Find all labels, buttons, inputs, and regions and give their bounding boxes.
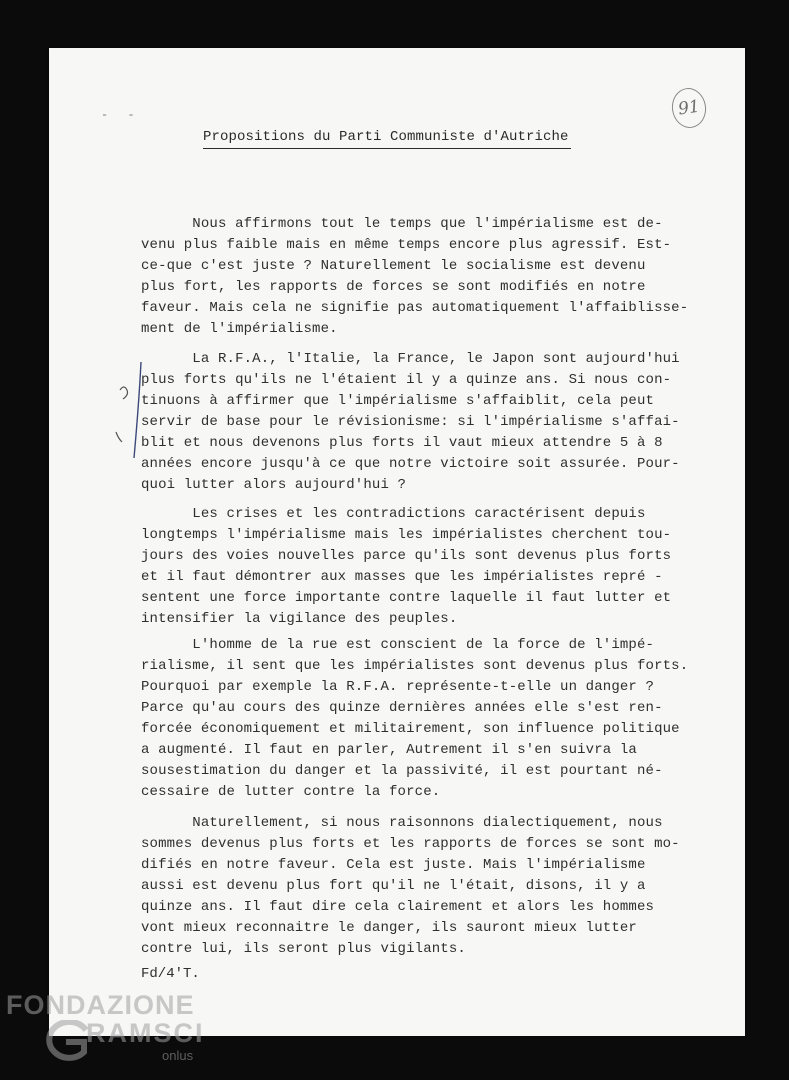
text-line: Pourquoi par exemple la R.F.A. représente-t-elle un danger ?: [141, 679, 655, 695]
text-line: quinze ans. Il faut dire cela clairement et alors les hommes: [141, 899, 655, 915]
page-title: Propositions du Parti Communiste d'Autriche: [203, 129, 571, 149]
signature-reference: Fd/4'T.: [141, 966, 200, 982]
paragraph-1: [141, 214, 711, 340]
page-number: 91: [676, 96, 702, 120]
text-line: longtemps l'impérialisme mais les impérialistes cherchent tou-: [141, 527, 672, 543]
text-line: forcée économiquement et militairement, son influence politique: [141, 721, 680, 737]
text-line: L'homme de la rue est conscient de la force de l'impé-: [141, 637, 655, 653]
text-line: La R.F.A., l'Italie, la France, le Japon sont aujourd'hui: [141, 351, 680, 367]
text-line: a augmenté. Il faut en parler, Autrement il s'en suivra la: [141, 742, 637, 758]
watermark-sub: onlus: [162, 1048, 194, 1063]
paragraph-3: [141, 504, 711, 630]
text-line: années encore jusqu'à ce que notre victoire soit assurée. Pour-: [141, 456, 680, 472]
margin-mark: - -: [101, 108, 141, 122]
text-line: tinuons à affirmer que l'impérialisme s'affaiblit, cela peut: [141, 393, 655, 409]
text-line: Les crises et les contradictions caractérisent depuis: [141, 506, 646, 522]
handwritten-margin-mark-icon: [108, 360, 144, 460]
text-line: plus fort, les rapports de forces se sont modifiés en notre: [141, 279, 646, 295]
text-line: blit et nous devenons plus forts il vaut mieux attendre 5 à 8: [141, 435, 663, 451]
text-line: Naturellement, si nous raisonnons dialectiquement, nous: [141, 815, 663, 831]
paragraph-4: [141, 635, 711, 803]
watermark-line1: FONDAZIONE: [6, 990, 195, 1020]
text-line: difiés en notre faveur. Cela est juste. Mais l'impérialisme: [141, 857, 646, 873]
text-line: ce-que c'est juste ? Naturellement le socialisme est devenu: [141, 258, 646, 274]
text-line: faveur. Mais cela ne signifie pas automatiquement l'affaiblisse-: [141, 300, 689, 316]
text-line: servir de base pour le révisionisme: si l'impérialisme s'affai-: [141, 414, 680, 430]
text-line: Parce qu'au cours des quinze dernières années elle s'est ren-: [141, 700, 663, 716]
watermark-logo: [6, 990, 246, 1070]
watermark-line2: RAMSCI: [86, 1018, 205, 1048]
text-line: cessaire de lutter contre la force.: [141, 784, 441, 800]
text-line: et il faut démontrer aux masses que les impérialistes repré -: [141, 569, 663, 585]
text-line: plus forts qu'ils ne l'étaient il y a quinze ans. Si nous con-: [141, 372, 672, 388]
text-line: aussi est devenu plus fort qu'il ne l'était, disons, il y a: [141, 878, 646, 894]
text-line: Nous affirmons tout le temps que l'impérialisme est de-: [141, 216, 663, 232]
text-line: sommes devenus plus forts et les rapports de forces se sont mo-: [141, 836, 680, 852]
paragraph-5: [141, 813, 711, 960]
text-line: venu plus faible mais en même temps encore plus agressif. Est-: [141, 237, 672, 253]
paragraph-2: [141, 349, 711, 496]
text-line: ment de l'impérialisme.: [141, 321, 338, 337]
watermark-g-icon: [36, 1020, 90, 1064]
text-line: intensifier la vigilance des peuples.: [141, 611, 458, 627]
text-line: contre lui, ils seront plus vigilants.: [141, 941, 466, 957]
text-line: sousestimation du danger et la passivité, il est pourtant né-: [141, 763, 663, 779]
text-line: rialisme, il sent que les impérialistes sont devenus plus forts.: [141, 658, 689, 674]
text-line: quoi lutter alors aujourd'hui ?: [141, 477, 407, 493]
text-line: vont mieux reconnaitre le danger, ils sauront mieux lutter: [141, 920, 637, 936]
text-line: jours des voies nouvelles parce qu'ils sont devenus plus forts: [141, 548, 672, 564]
text-line: sentent une force importante contre laquelle il faut lutter et: [141, 590, 672, 606]
